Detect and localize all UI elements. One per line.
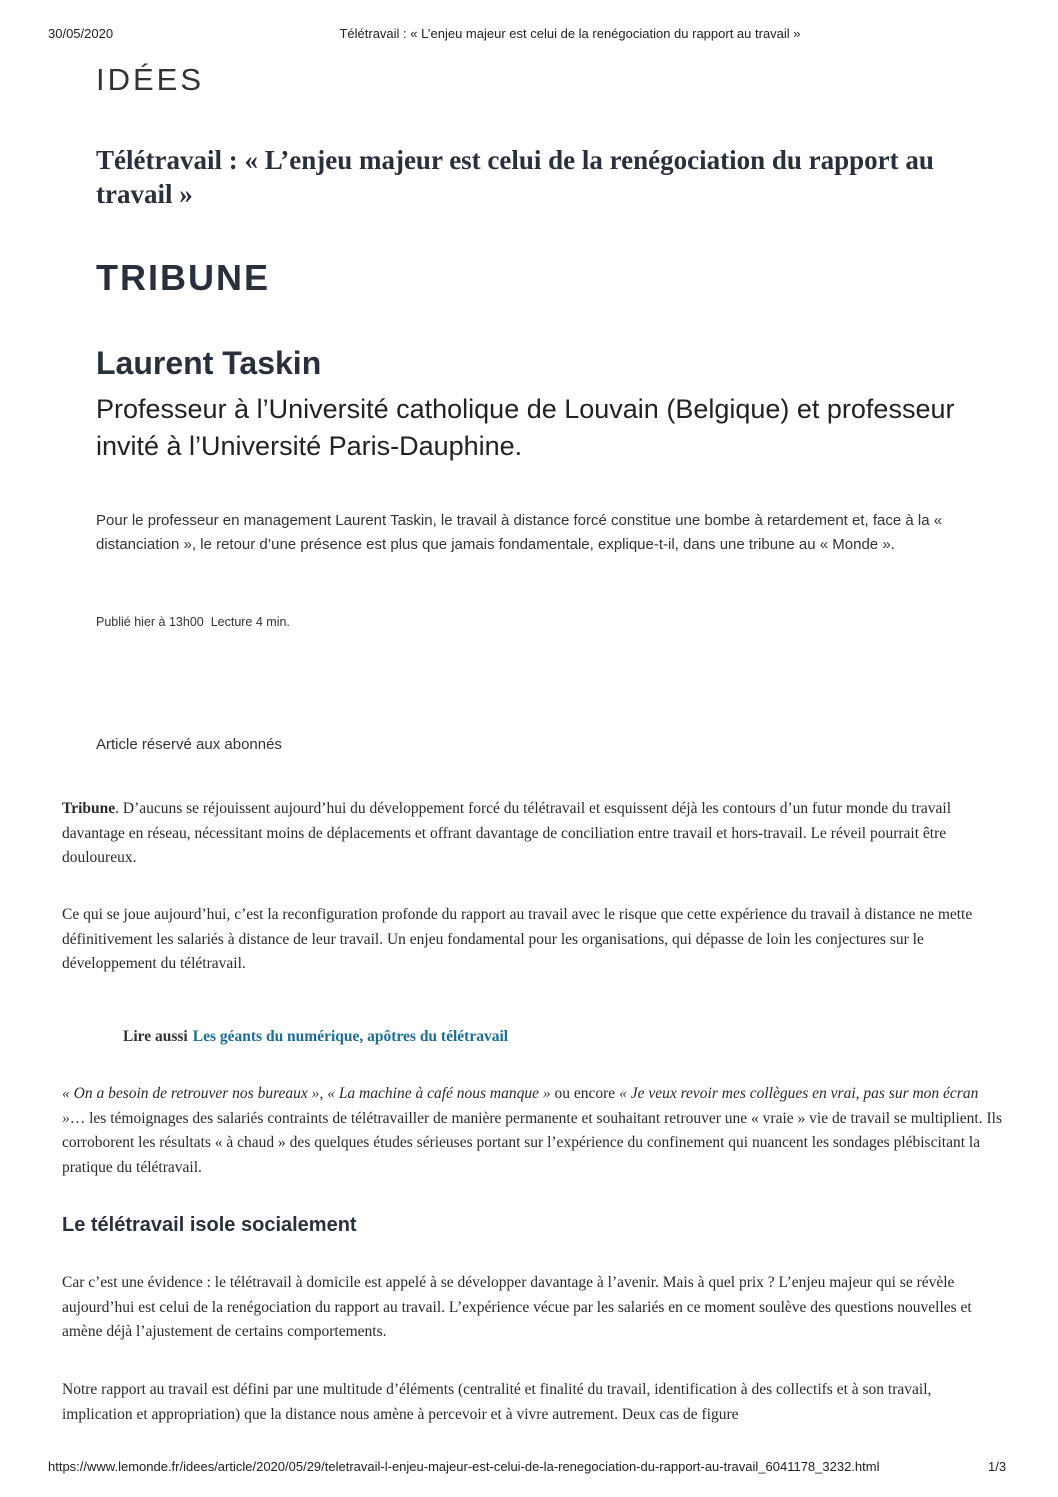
print-footer-url: https://www.lemonde.fr/idees/article/2020/05/29/teletravail-l-enjeu-majeur-est-celui-de-la-renegociation-du-rapport-au-travail_6041178_3232.html xyxy=(48,1459,880,1474)
section-subheading: Le télétravail isole socialement xyxy=(62,1214,357,1236)
print-date: 30/05/2020 xyxy=(48,26,114,41)
author-name[interactable]: Laurent Taskin xyxy=(96,345,322,381)
read-also-label: Lire aussi xyxy=(123,1028,188,1045)
body-paragraph-4: Car c’est une évidence : le télétravail à domicile est appelé à se développer davantage à l’avenir. Mais à quel prix ? L’enjeu majeur qui se révèle aujourd’hui est celui de la renégociation du rapport au travail. L’expérience vécue par les salariés en ce moment soulève des questions nouvelles et amène déjà l’ajustement de certains comportements. xyxy=(62,1274,972,1340)
print-header-title: Télétravail : « L’enjeu majeur est celui de la renégociation du rapport au travail » xyxy=(339,26,801,41)
section-label[interactable]: IDÉES xyxy=(96,62,205,97)
separator: ou encore xyxy=(550,1085,620,1102)
body-paragraph-2: Ce qui se joue aujourd’hui, c’est la reconfiguration profonde du rapport au travail avec le risque que cette expérience du travail à distance ne mette définitivement les salariés à distance de leur travail. Un enjeu fondamental pour les organisations, qui dépasse de loin les conjectures sur le développement du télétravail. xyxy=(62,906,973,972)
separator: , xyxy=(319,1085,328,1102)
article-meta xyxy=(96,615,290,629)
paragraph-text: . D’aucuns se réjouissent aujourd’hui du développement forcé du télétravail et esquissent déjà les contours d’un futur monde du travail davantage en réseau, nécessitant moins de déplacements et offrant davantage de conciliation entre travail et hors-travail. Le réveil pourrait être douloureux. xyxy=(62,800,952,866)
paragraph-lead: Tribune xyxy=(62,800,116,817)
article-headline: Télétravail : « L’enjeu majeur est celui de la renégociation du rapport au travail » xyxy=(96,145,934,209)
kicker-label: TRIBUNE xyxy=(96,257,270,298)
author-description: Professeur à l’Université catholique de Louvain (Belgique) et professeur invité à l’Université Paris-Dauphine. xyxy=(96,394,955,461)
published-date: Publié hier à 13h00 xyxy=(96,615,204,629)
read-also xyxy=(123,1028,508,1046)
paragraph-text: … les témoignages des salariés contraints de télétravailler de manière permanente et souhaitant retrouver une « vraie » vie de travail se multiplient. Ils corroborent les résultats « à chaud » des quelques études sérieuses portant sur l’expérience du confinement qui nuancent les sondages plébiscitant la pratique du télétravail. xyxy=(62,1109,1002,1176)
read-also-link[interactable]: Les géants du numérique, apôtres du télétravail xyxy=(192,1028,509,1045)
quote: « La machine à café nous manque » xyxy=(327,1085,551,1102)
quote: « On a besoin de retrouver nos bureaux » xyxy=(62,1085,320,1102)
body-paragraph-3 xyxy=(62,1082,1002,1180)
page-number: 1/3 xyxy=(988,1459,1007,1474)
reading-time: Lecture 4 min. xyxy=(210,615,290,629)
body-paragraph-5: Notre rapport au travail est défini par une multitude d’éléments (centralité et finalité du travail, identification à des collectifs et à son travail, implication et appropriation) que la distance nous amène à percevoir et à vivre autrement. Deux cas de figure xyxy=(62,1381,932,1423)
subscriber-notice: Article réservé aux abonnés xyxy=(96,736,282,753)
article-summary: Pour le professeur en management Laurent Taskin, le travail à distance forcé constitue une bombe à retardement et, face à la « distanciation », le retour d’une présence est plus que jamais fondamentale, explique-t-il, dans une tribune au « Monde ». xyxy=(96,512,943,553)
quote: « Je veux revoir mes collègues en vrai, pas sur mon écran » xyxy=(62,1085,979,1127)
body-paragraph-1 xyxy=(62,797,1002,871)
